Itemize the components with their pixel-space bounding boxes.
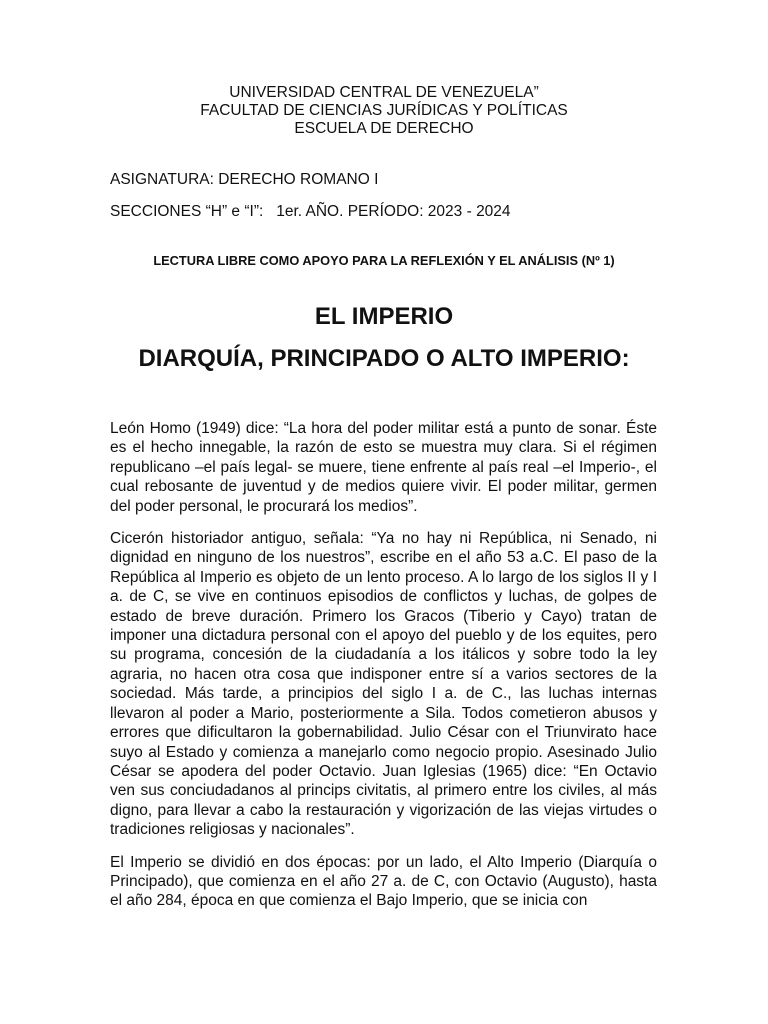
subject-line: ASIGNATURA: DERECHO ROMANO I (110, 171, 379, 188)
institution-header (0, 84, 768, 138)
paragraph: León Homo (1949) dice: “La hora del poder militar está a punto de sonar. Éste es el hecho innegable, la razón de esto se muestra muy clara. Si el régimen republicano –el país legal- se muere, tiene enfrente al país real –el Imperio-, el cual rebosante de juventud y de medios quiere vivir. El poder militar, germen del poder personal, le procurará los medios”. (110, 420, 657, 515)
document-body (110, 419, 657, 924)
paragraph: Cicerón historiador antiguo, señala: “Ya no hay ni República, ni Senado, ni dignidad en ninguno de los nuestros”, escribe en el año 53 a.C. El paso de la República al Imperio es objeto de un lento proceso. A lo largo de los siglos II y I a. de C, se vive en continuos episodios de conflictos y luchas, de golpes de estado de breve duración. Primero los Gracos (Tiberio y Cayo) tratan de imponer una dictadura personal con el apoyo del pueblo y de los equites, pero su programa, concesión de la ciudadanía a los itálicos y sobre todo la ley agraria, no hacen otra cosa que indisponer entre sí a varios sectores de la sociedad. Más tarde, a principios del siglo I a. de C., las luchas internas llevaron al poder a Mario, posteriormente a Sila. Todos cometieron abusos y errores que dificultaron la gobernabilidad. Julio César con el Triunvirato hace suyo al Estado y comienza a manejarlo como negocio propio. Asesinado Julio César se apodera del poder Octavio. Juan Iglesias (1965) dice: “En Octavio ven sus conciudadanos al princips civitatis, al primero entre los civiles, al más digno, para llevar a cabo la restauración y vigorización de las viejas virtudes o tradiciones religiosas y nacionales”. (110, 530, 657, 839)
main-title: EL IMPERIO (314, 303, 454, 330)
paragraph: El Imperio se dividió en dos épocas: por un lado, el Alto Imperio (Diarquía o Principado), que comienza en el año 27 a. de C, con Octavio (Augusto), hasta el año 284, época en que comienza el Bajo Imperio, que se inicia con (110, 853, 657, 910)
university-name: UNIVERSIDAD CENTRAL DE VENEZUELA” (229, 84, 539, 101)
school-name: ESCUELA DE DERECHO (294, 120, 474, 137)
sections-line: SECCIONES “H” e “I”: 1er. AÑO. PERÍODO: 2023 - 2024 (110, 203, 511, 220)
faculty-name: FACULTAD DE CIENCIAS JURÍDICAS Y POLÍTICAS (200, 102, 568, 119)
subtitle: DIARQUÍA, PRINCIPADO O ALTO IMPERIO: (138, 345, 630, 372)
reading-heading: LECTURA LIBRE COMO APOYO PARA LA REFLEXIÓN Y EL ANÁLISIS (Nº 1) (153, 253, 615, 268)
